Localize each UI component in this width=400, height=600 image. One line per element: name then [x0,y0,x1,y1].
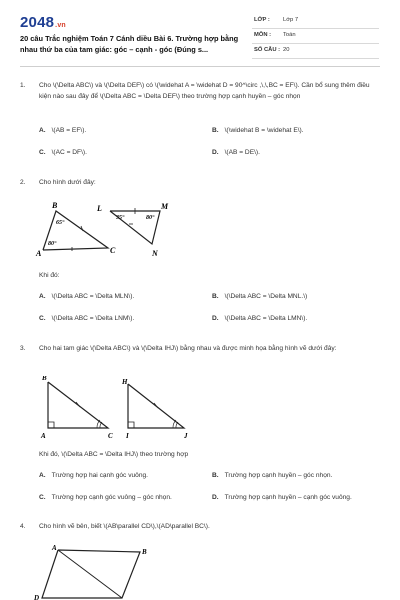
label-h: H [122,378,128,386]
label-c: C [110,246,116,255]
q1-option-a[interactable] [39,127,86,134]
question-text: Cho hai tam giác \(\Delta ABC\) và \(\Delta IHJ\) bằng nhau và được minh họa bằng hình vẽ dưới đây: [39,345,337,352]
meta-class-row [252,15,379,29]
q4-figure [30,542,160,600]
question-text: Cho hình vẽ bên, biết \(AB\parallel CD\),\(AD\parallel BC\). [39,523,210,530]
question-number: 3. [20,345,26,352]
label-j: J [184,432,188,440]
option-text: \(\Delta ABC = \Delta LMN\). [224,315,308,322]
label-n: N [152,249,158,258]
q3-option-a[interactable] [39,472,148,479]
label-l: L [97,204,102,213]
question-number: 2. [20,179,26,186]
option-letter: D. [212,315,219,322]
meta-subject-row [252,30,379,44]
option-text: \(\Delta ABC = \Delta MNL.\) [224,293,308,300]
option-text: \(\Delta ABC = \Delta MLN\). [51,293,135,300]
q3-after-text [20,449,382,460]
angle-a: 80° [48,241,57,247]
document-title: 20 câu Trắc nghiệm Toán 7 Cánh diều Bài 6. Trường hợp bằng nhau thứ ba của tam giác: góc – cạnh - góc (Đúng s... [20,34,239,54]
option-letter: D. [212,149,219,156]
option-letter: A. [39,127,46,134]
label-d: D [34,594,40,600]
question-4 [20,521,382,532]
option-letter: C. [39,315,46,322]
question-text: Cho \(\Delta ABC\) và \(\Delta DEF\) có \(\widehat A = \widehat D = 90^\circ ,\,\,BC = EF\). Cần bổ sung thêm điều kiện nào sau đây để \(\Delta ABC = \Delta DEF\) theo trường hợp cạnh huyền – góc nhọn [39,82,370,100]
label-b: B [52,201,58,210]
option-letter: C. [39,494,46,501]
q3-option-c[interactable] [39,494,172,501]
label-i: I [126,432,129,440]
q1-option-c[interactable] [39,149,87,156]
q3-option-d[interactable] [212,494,352,501]
option-text: Trường hợp hai cạnh góc vuông. [51,472,148,479]
q2-option-d[interactable] [212,315,307,322]
option-letter: B. [212,293,219,300]
q1-option-b[interactable] [212,127,304,134]
question-1 [20,80,382,102]
q3-figure [36,376,206,442]
q2-option-c[interactable] [39,315,134,322]
q1-option-d[interactable] [212,149,260,156]
question-subtext: Khi đó: [39,272,60,279]
option-text: \(AB = DE\). [224,149,260,156]
label-m: M [161,202,169,211]
label-a: A [41,432,46,440]
q3-option-b[interactable] [212,472,332,479]
meta-count-value: 20 [283,47,290,53]
logo-suffix: .vn [55,22,66,29]
label-a: A [52,544,57,552]
option-text: \(AB = EF\). [51,127,87,134]
option-text: Trường hợp cạnh huyền – cạnh góc vuông. [224,494,352,501]
header-divider [20,66,380,67]
q2-figure [28,198,178,260]
option-letter: A. [39,293,46,300]
question-2 [20,177,382,188]
option-text: \(\widehat B = \widehat E\). [224,127,304,134]
label-c: C [108,432,113,440]
meta-subject-value: Toán [283,32,296,38]
meta-class-key: LỚP : [254,17,270,23]
logo-text: 2048 [20,14,55,31]
option-letter: B. [212,127,219,134]
question-3 [20,343,382,354]
meta-count-row [252,45,379,59]
option-text: \(AC = DF\). [51,149,87,156]
q2-option-a[interactable] [39,293,134,300]
question-subtext: Khi đó, \(\Delta ABC = \Delta IHJ\) theo trường hợp [39,451,189,458]
q2-option-b[interactable] [212,293,307,300]
label-a: A [36,249,42,258]
option-text: Trường hợp cạnh huyền – góc nhọn. [224,472,333,479]
site-logo[interactable] [20,14,66,31]
option-letter: A. [39,472,46,479]
angle-b: 65° [56,220,65,226]
question-text: Cho hình dưới đây: [39,179,96,186]
question-number: 4. [20,523,26,530]
option-letter: D. [212,494,219,501]
angle-l: 35° [116,215,125,221]
q2-after-text [20,270,382,281]
label-b: B [142,548,147,556]
question-number: 1. [20,82,26,89]
meta-subject-key: MÔN : [254,32,272,38]
angle-m: 80° [146,215,155,221]
label-b: B [42,376,47,382]
option-text: \(\Delta ABC = \Delta LNM\). [51,315,135,322]
option-text: Trường hợp cạnh góc vuông – góc nhọn. [51,494,172,501]
option-letter: B. [212,472,219,479]
meta-class-value: Lớp 7 [283,17,299,23]
option-letter: C. [39,149,46,156]
meta-count-key: SỐ CÂU : [254,47,281,53]
